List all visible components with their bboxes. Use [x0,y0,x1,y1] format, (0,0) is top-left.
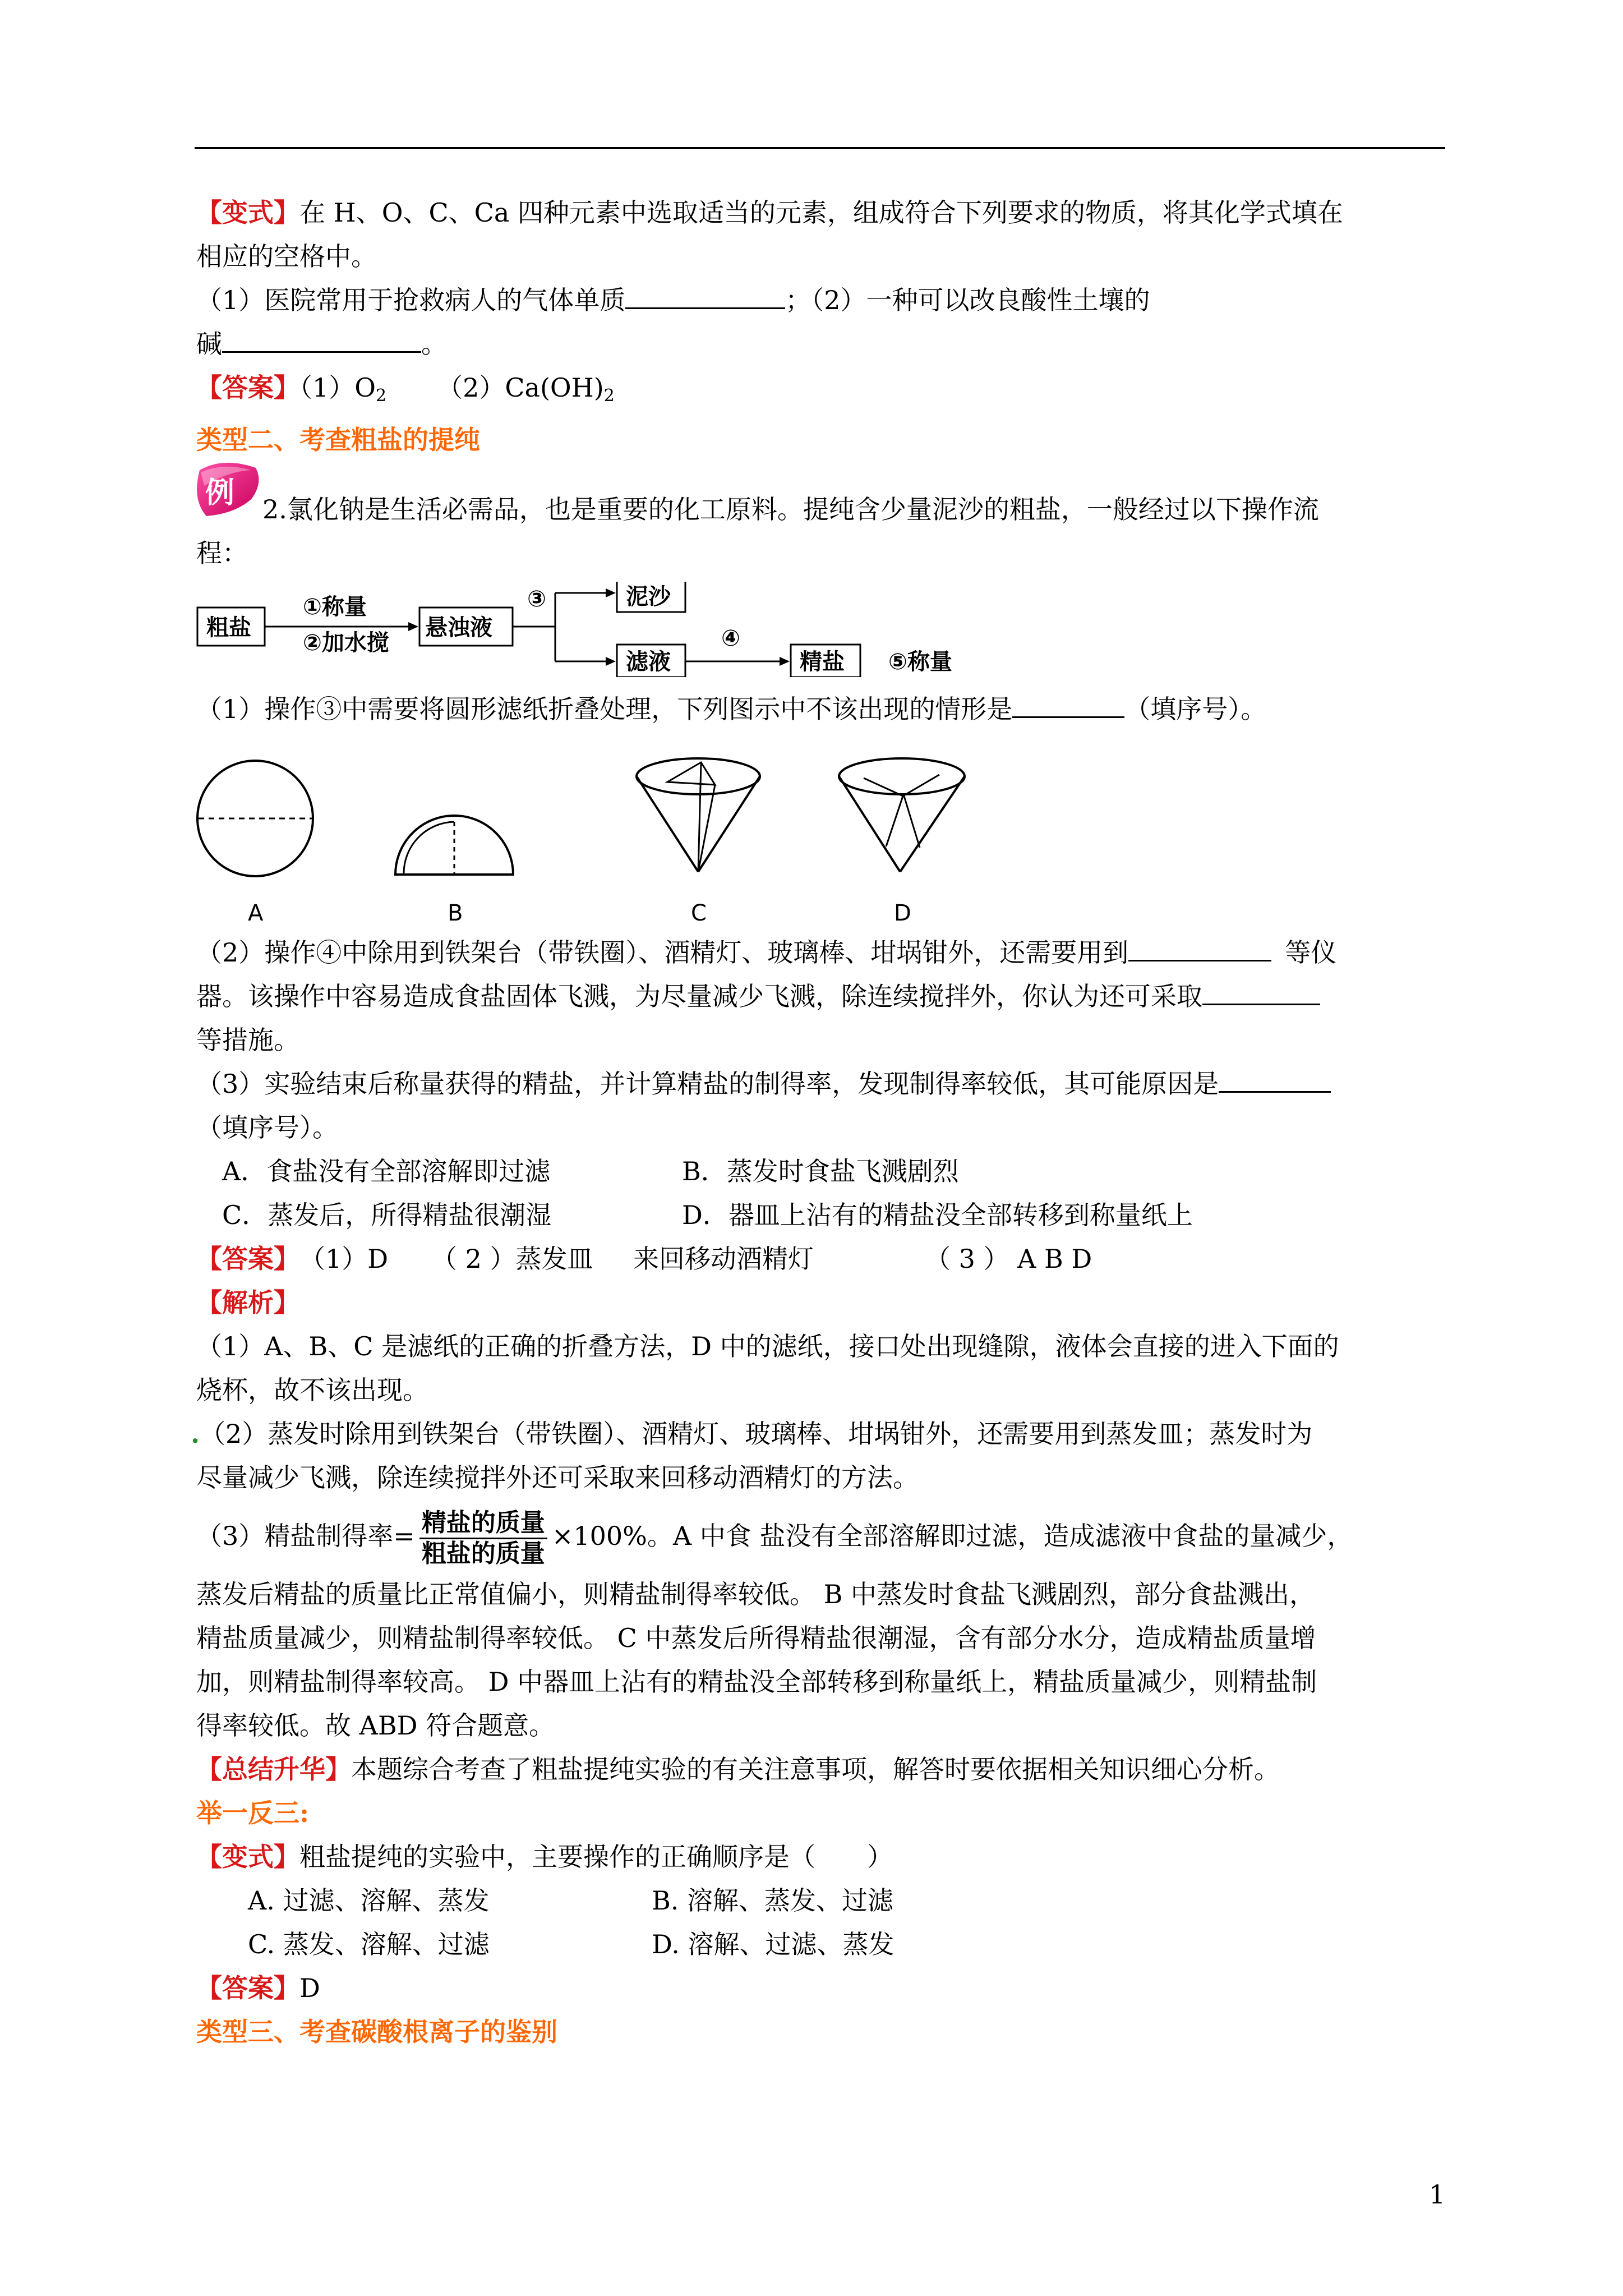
q1-line-3: （1）医院常用于抢救病人的气体单质 ；（2）一种可以改良酸性土壤的 [196,278,1444,322]
analysis-3-line-5: 得率较低。故 ABD 符合题意。 [196,1710,555,1741]
option-a: A．食盐没有全部溶解即过滤 [222,1156,551,1186]
analysis-1-line-2: 烧杯，故不该出现。 [196,1375,428,1405]
flow-step-2-label: ②加水搅 [303,630,389,656]
process-flow-diagram [196,582,993,677]
analysis-3-line-2: 蒸发后精盐的质量比正常值偏小，则精盐制得率较低。 B 中蒸发时食盐飞溅剧烈，部分食盐溅出， [196,1579,1316,1609]
example-badge-text: 例 [205,476,235,510]
option-c: C．蒸发后，所得精盐很潮湿 [222,1200,552,1230]
practice-option-a: A. 过滤、溶解、蒸发 [248,1885,490,1916]
flow-box-filtrate-label: 滤液 [626,649,671,675]
yield-fraction: $\frac{\text{精盐的质量}}{\text{粗盐的质量}}$ [419,1508,547,1568]
practice-options-row-2 [196,1922,1444,1966]
variant-tag: 【变式】 [196,197,299,228]
answer-tag: 【答案】 [196,372,299,403]
page-number: 1 [1429,2179,1446,2210]
q1-line-4: 碱 。 [196,322,1444,366]
section-heading: 类型二、考查粗盐的提纯 [196,425,480,455]
analysis-tag: 【解析】 [196,1287,299,1318]
q1-line-2: 相应的空格中。 [196,241,377,272]
practice-options-row-1 [196,1879,1444,1922]
answer-blank[interactable] [1202,979,1320,1005]
figure-c-label: C [691,900,707,925]
analysis-2-line-1: .（2）蒸发时除用到铁架台（带铁圈）、酒精灯、玻璃棒、坩埚钳外，还需要用到蒸发皿；蒸发时为 [191,1419,1313,1449]
answer-blank[interactable] [1128,935,1271,961]
example-part-3-line-2: （填序号）。 [196,1112,338,1143]
flow-step-3-label: ③ [527,586,546,612]
header-rule [195,147,1445,149]
example-part-2-line-2: 器。该操作中容易造成食盐固体飞溅，为尽量减少飞溅，除连续搅拌外，你认为还可采取 [196,974,1444,1018]
analysis-1-line-1: （1）A、B、C 是滤纸的正确的折叠方法，D 中的滤纸，接口处出现缝隙，液体会直接的进入下面的 [196,1331,1339,1361]
options-row-2 [196,1193,1444,1237]
answer-tag: 【答案】 [196,1244,299,1274]
flow-step-1-label: ①称量 [303,594,367,620]
flow-box-refined-salt-label: 精盐 [800,649,845,675]
flow-box-crude-salt-label: 粗盐 [206,615,251,641]
analysis-3-line-3: 精盐质量减少，则精盐制得率较低。 C 中蒸发后所得精盐很潮湿，含有部分水分，造成精盐质量增 [196,1623,1316,1653]
answer-blank[interactable] [222,326,421,353]
option-d: D．器皿上沾有的精盐没全部转移到称量纸上 [682,1200,1193,1230]
q1-line-1: 【变式】在 H、O、C、Ca 四种元素中选取适当的元素，组成符合下列要求的物质，将其化学式填在 [196,197,1343,228]
flow-box-suspension-label: 悬浊液 [425,615,492,641]
figure-a-circle-icon [197,761,313,876]
analysis-2-line-2: 尽量减少飞溅，除连续搅拌外还可采取来回移动酒精灯的方法。 [196,1462,919,1493]
section-heading: 类型三、考查碳酸根离子的鉴别 [196,2017,557,2047]
answer-blank[interactable] [625,283,785,309]
summary-tag: 【总结升华】 [196,1754,351,1784]
example-part-1: （1）操作③中需要将圆形滤纸折叠处理，下列图示中不该出现的情形是 （填序号）。 [196,687,1444,731]
options-row-1 [196,1149,1444,1193]
analysis-heading [196,1281,1444,1324]
summary: 【总结升华】本题综合考查了粗盐提纯实验的有关注意事项，解答时要依据相关知识细心分析。 [196,1754,1280,1784]
practice-answer: 【答案】D [196,1973,320,2003]
example-part-2-line-3: 等措施。 [196,1025,299,1055]
figure-b-label: B [448,900,463,925]
figure-a-label: A [248,900,264,925]
example-line-1: 2.氯化钠是生活必需品，也是重要的化工原料。提纯含少量泥沙的粗盐，一般经过以下操作流 [262,494,1319,524]
figure-d-cone-icon [839,758,965,794]
analysis-3-line-1: （3）精盐制得率= $\frac{\text{精盐的质量}}{\text{粗盐的质量}}$ ×100%。A 中食 盐没有全部溶解即过滤，造成滤液中食盐的量减少， [196,1508,1353,1568]
practice-heading: 举一反三: [196,1798,309,1828]
analysis-3-line-4: 加，则精盐制得率较高。 D 中器皿上沾有的精盐没全部转移到称量纸上，精盐质量减少，则精盐制 [196,1667,1317,1697]
practice-option-d: D. 溶解、过滤、蒸发 [652,1929,895,1959]
example-part-3-line-1: （3）实验结束后称量获得的精盐，并计算精盐的制得率，发现制得率较低，其可能原因是 [196,1062,1444,1106]
answer-blank[interactable] [1012,692,1124,718]
practice-option-b: B. 溶解、蒸发、过滤 [652,1885,894,1916]
variant-tag: 【变式】 [196,1842,299,1872]
answer-tag: 【答案】 [196,1973,299,2003]
flow-box-sand-label: 泥沙 [626,584,671,610]
document-body [191,191,1444,2054]
practice-question: 【变式】粗盐提纯的实验中，主要操作的正确顺序是（ ） [196,1842,893,1872]
answer-blank[interactable] [1219,1066,1331,1093]
figure-d-label: D [894,900,911,925]
option-b: B．蒸发时食盐飞溅剧烈 [682,1156,959,1186]
flow-step-5-label: ⑤称量 [888,649,952,675]
example-part-2-line-1: （2）操作④中除用到铁架台（带铁圈）、酒精灯、玻璃棒、坩埚钳外，还需要用到 等仪 [196,931,1444,974]
flow-step-4-label: ④ [721,625,740,651]
q1-answer: 【答案】$(1)O_2$ $(2)Ca(OH)_2$ [196,372,615,406]
example-answer: 【答案】（1）D （ 2 ）蒸发皿 来回移动酒精灯 （ 3 ） A B D [196,1237,1444,1281]
example-line-2: 程： [196,538,248,568]
practice-option-c: C. 蒸发、溶解、过滤 [248,1929,490,1959]
filter-paper-figures [196,751,981,925]
